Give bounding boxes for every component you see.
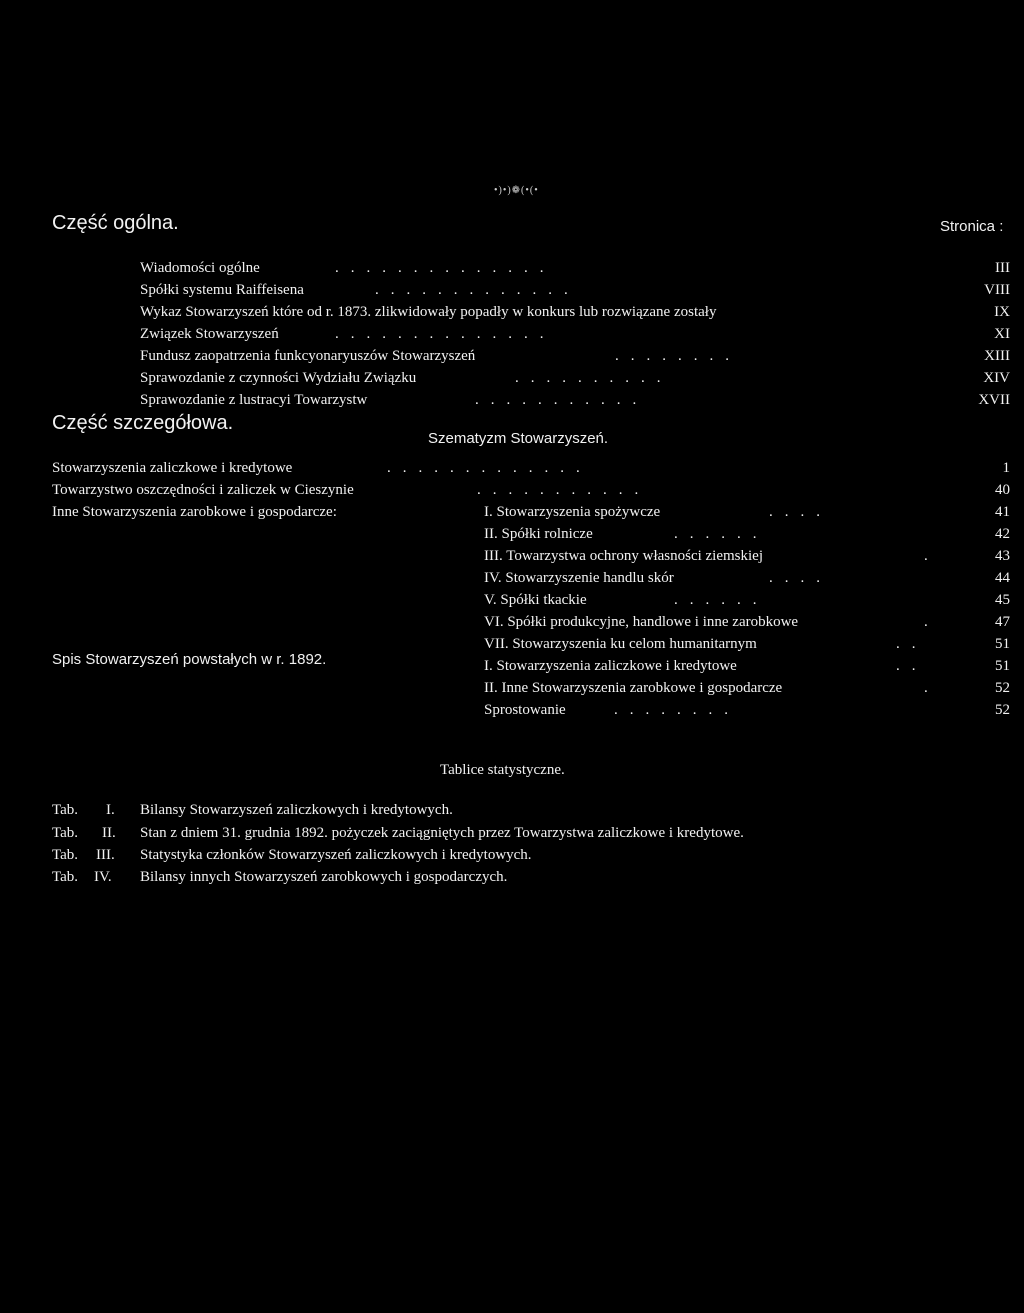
dot-leader: .......... [515, 370, 673, 386]
toc-page: IX [994, 304, 1010, 320]
toc-page: 40 [995, 482, 1010, 498]
tab-description: Statystyka członków Stowarzyszeń zaliczkowych i kredytowych. [140, 847, 532, 863]
tab-number: II. [102, 825, 116, 841]
dot-leader: .... [769, 570, 832, 586]
toc-label: Fundusz zaopatrzenia funkcyonaryuszów Stowarzyszeń [140, 348, 476, 364]
toc-label: Sprawozdanie z lustracyi Towarzystw [140, 392, 368, 408]
toc-label: II. Spółki rolnicze [484, 526, 593, 542]
dot-leader: ...... [674, 526, 769, 542]
dot-leader: .. [896, 636, 928, 652]
toc-page: XVII [978, 392, 1010, 408]
tab-description: Bilansy innych Stowarzyszeń zarobkowych i gospodarczych. [140, 869, 508, 885]
ornament: •)•)❁(•(• [494, 185, 539, 196]
toc-row[interactable] [484, 546, 1010, 566]
toc-label: Wykaz Stowarzyszeń które od r. 1873. zlikwidowały popadły w konkurs lub rozwiązane zostały [140, 304, 717, 320]
dot-leader: . [924, 680, 940, 696]
toc-page: XIII [984, 348, 1010, 364]
dot-leader: .. [896, 658, 928, 674]
toc-row[interactable] [484, 524, 1010, 544]
toc-row[interactable] [140, 302, 1010, 322]
toc-row[interactable] [484, 656, 1010, 676]
toc-page: 1 [1002, 460, 1010, 476]
toc-page: VIII [984, 282, 1010, 298]
dot-leader: .... [769, 504, 832, 520]
dot-leader: ........ [615, 348, 741, 364]
toc-page: 44 [995, 570, 1010, 586]
toc-page: 41 [995, 504, 1010, 520]
toc-page: 42 [995, 526, 1010, 542]
dot-leader: ............. [387, 460, 592, 476]
toc-row[interactable] [484, 634, 1010, 654]
toc-page: 51 [995, 636, 1010, 652]
toc-label: Spółki systemu Raiffeisena [140, 282, 304, 298]
tables-heading: Tablice statystyczne. [440, 762, 565, 778]
dot-leader: .............. [335, 260, 556, 276]
toc-label: Stowarzyszenia zaliczkowe i kredytowe [52, 460, 293, 476]
tab-description: Bilansy Stowarzyszeń zaliczkowych i kredytowych. [140, 802, 453, 818]
toc-label: II. Inne Stowarzyszenia zarobkowe i gospodarcze [484, 680, 783, 696]
general-heading: Część ogólna. [52, 212, 179, 234]
toc-row[interactable] [140, 346, 1010, 366]
dot-leader: . [924, 614, 940, 630]
toc-row[interactable] [140, 324, 1010, 344]
toc-label: Towarzystwo oszczędności i zaliczek w Cieszynie [52, 482, 354, 498]
toc-page: 52 [995, 680, 1010, 696]
tab-prefix: Tab. [52, 802, 79, 818]
toc-row[interactable] [140, 368, 1010, 388]
toc-row[interactable] [52, 458, 1010, 478]
toc-page: XIV [983, 370, 1010, 386]
dot-leader: ...... [674, 592, 769, 608]
tab-prefix: Tab. [52, 825, 79, 841]
dot-leader: . [924, 548, 940, 564]
tab-number: IV. [94, 869, 112, 885]
tab-number: III. [96, 847, 115, 863]
toc-label: I. Stowarzyszenia zaliczkowe i kredytowe [484, 658, 737, 674]
spis-label: Spis Stowarzyszeń powstałych w r. 1892. [52, 651, 327, 668]
page-column-label: Stronica : [940, 218, 1004, 235]
tab-prefix: Tab. [52, 847, 79, 863]
tab-number: I. [106, 802, 115, 818]
toc-page: 51 [995, 658, 1010, 674]
toc-page: 45 [995, 592, 1010, 608]
dot-leader: ........... [475, 392, 649, 408]
toc-page: III [995, 260, 1010, 276]
toc-row[interactable] [484, 502, 1010, 522]
toc-row[interactable] [140, 390, 1010, 410]
toc-row[interactable] [140, 280, 1010, 300]
toc-row[interactable] [484, 678, 1010, 698]
dot-leader: .............. [335, 326, 556, 342]
toc-label: VI. Spółki produkcyjne, handlowe i inne zarobkowe [484, 614, 799, 630]
dot-leader: ............. [375, 282, 580, 298]
toc-label: Sprawozdanie z czynności Wydziału Związku [140, 370, 417, 386]
toc-label: Sprostowanie [484, 702, 566, 718]
toc-label: I. Stowarzyszenia spożywcze [484, 504, 661, 520]
toc-page: 52 [995, 702, 1010, 718]
dot-leader: ........ [614, 702, 740, 718]
toc-label: IV. Stowarzyszenie handlu skór [484, 570, 674, 586]
toc-page: 43 [995, 548, 1010, 564]
toc-label: Wiadomości ogólne [140, 260, 260, 276]
toc-row[interactable] [484, 700, 1010, 720]
toc-label: VII. Stowarzyszenia ku celom humanitarnym [484, 636, 757, 652]
detail-heading: Część szczegółowa. [52, 412, 234, 434]
toc-row[interactable] [140, 258, 1010, 278]
toc-label: III. Towarzystwa ochrony własności ziemskiej [484, 548, 764, 564]
toc-row[interactable] [484, 568, 1010, 588]
toc-label: Związek Stowarzyszeń [140, 326, 279, 342]
toc-row[interactable] [52, 480, 1010, 500]
toc-row[interactable] [484, 590, 1010, 610]
toc-page: 47 [995, 614, 1010, 630]
toc-label: V. Spółki tkackie [484, 592, 587, 608]
dot-leader: ........... [477, 482, 651, 498]
toc-page: XI [994, 326, 1010, 342]
other-societies-label: Inne Stowarzyszenia zarobkowe i gospodarcze: [52, 504, 337, 520]
tab-description: Stan z dniem 31. grudnia 1892. pożyczek zaciągniętych przez Towarzystwa zaliczkowe i kredytowe. [140, 825, 744, 841]
tab-prefix: Tab. [52, 869, 79, 885]
toc-row[interactable] [484, 612, 1010, 632]
detail-subheading: Szematyzm Stowarzyszeń. [428, 430, 609, 447]
